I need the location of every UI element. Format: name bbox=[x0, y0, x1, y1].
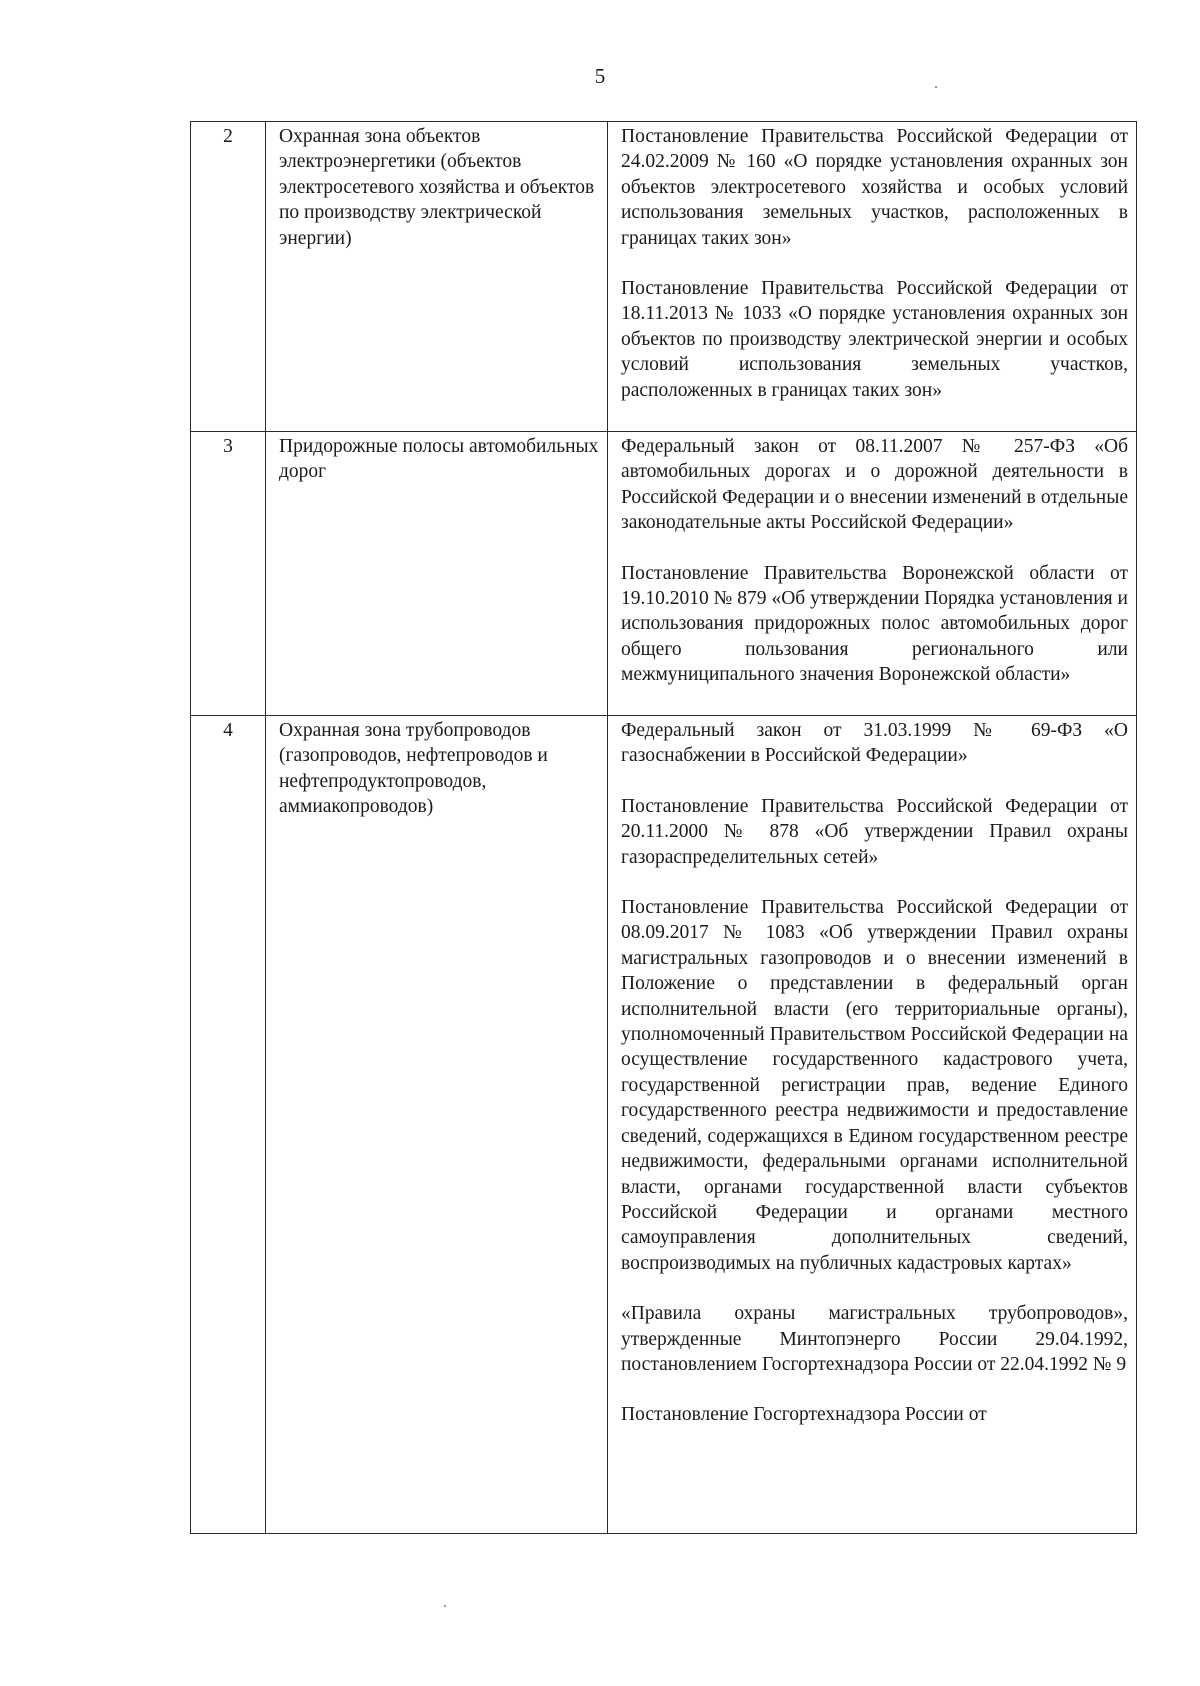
zone-documents bbox=[608, 122, 1137, 432]
zones-table bbox=[190, 121, 1137, 1534]
document-reference: Федеральный закон от 31.03.1999 № 69-ФЗ «О газоснабжении в Российской Федерации» bbox=[621, 720, 1128, 767]
scan-speck bbox=[935, 86, 937, 88]
zone-name: Охранная зона трубопроводов (газопроводов, нефтепроводов и нефтепродуктопроводов, аммиакопроводов) bbox=[266, 716, 608, 1534]
document-reference: Постановление Правительства Российской Федерации от 20.11.2000 № 878 «Об утверждении Правил охраны газораспределительных сетей» bbox=[621, 795, 1128, 868]
zone-documents bbox=[608, 716, 1137, 1534]
document-reference: Постановление Правительства Российской Федерации от 24.02.2009 № 160 «О порядке установления охранных зон объектов электросетевого хозяйства и особых условий использования земельных участков, расположенных в границах таких зон» bbox=[621, 126, 1128, 249]
document-reference: Постановление Правительства Российской Федерации от 18.11.2013 № 1033 «О порядке установления охранных зон объектов по производству электрической энергии и особых условий использования земельных участков, расположенных в границах таких зон» bbox=[621, 278, 1128, 401]
scan-speck bbox=[444, 1605, 446, 1607]
table-row bbox=[191, 432, 1137, 716]
table-row bbox=[191, 122, 1137, 432]
table-row bbox=[191, 716, 1137, 1534]
row-number: 2 bbox=[191, 122, 266, 432]
zone-name: Охранная зона объектов электроэнергетики (объектов электросетевого хозяйства и объектов по производству электрической энергии) bbox=[266, 122, 608, 432]
document-reference: Постановление Правительства Воронежской области от 19.10.2010 № 879 «Об утверждении Порядка установления и использования придорожных полос автомобильных дорог общего пользования регионального или межмуниципального значения Воронежской области» bbox=[621, 562, 1128, 686]
page-number: 5 bbox=[594, 64, 606, 88]
zone-documents bbox=[608, 432, 1137, 716]
document-reference: Постановление Госгортехнадзора России от bbox=[621, 1404, 987, 1426]
document-reference: Федеральный закон от 08.11.2007 № 257-ФЗ «Об автомобильных дорогах и о дорожной деятельности в Российской Федерации и о внесении изменений в отдельные законодательные акты Российской Федерации» bbox=[621, 436, 1128, 534]
zone-name: Придорожные полосы автомобильных дорог bbox=[266, 432, 608, 716]
row-number: 4 bbox=[191, 716, 266, 1534]
document-reference: Постановление Правительства Российской Федерации от 08.09.2017 № 1083 «Об утверждении Правил охраны магистральных газопроводов и о внесении изменений в Положение о представлении в федеральный орган исполнительной власти (его территориальные органы), уполномоченный Правительством Российской Федерации на осуществление государственного кадастрового учета, государственной регистрации прав, ведение Единого государственного реестра недвижимости и предоставление сведений, содержащихся в Едином государственном реестре недвижимости, федеральными органами исполнительной власти, органами государственной власти субъектов Российской Федерации и органами местного самоуправления дополнительных сведений, воспроизводимых на публичных кадастровых картах» bbox=[621, 897, 1128, 1274]
document-reference: «Правила охраны магистральных трубопроводов», утвержденные Минтопэнерго России 29.04.1992, постановлением Госгортехнадзора России от 22.04.1992 № 9 bbox=[621, 1303, 1128, 1375]
row-number: 3 bbox=[191, 432, 266, 716]
